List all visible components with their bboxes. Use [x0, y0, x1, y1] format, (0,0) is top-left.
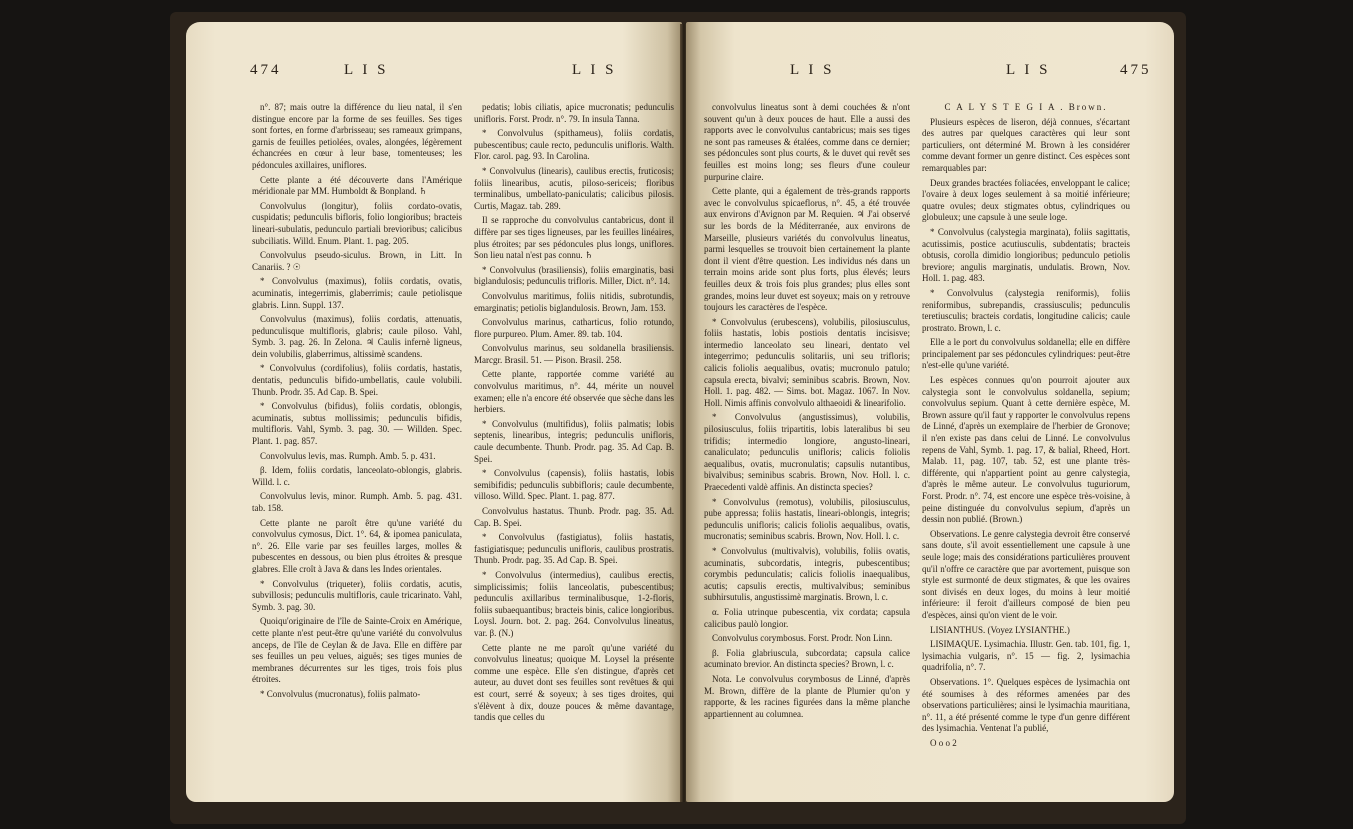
paragraph: convolvulus lineatus sont à demi couchées & n'ont souvent qu'un à deux pouces de haut. Elle a aussi des rapports avec le convolvulus cantabricus; mais ses tiges ne sont pas rameuses & étalées, comme dans ce dernier; ses pédoncules sont plus courts, & le duvet qui revêt ses feuilles est moins long; ses fleurs d'une couleur purpurine claire. — [704, 102, 910, 182]
right-running-head — [686, 62, 1174, 92]
paragraph: n°. 87; mais outre la différence du lieu natal, il s'en distingue encore par la forme de ses feuilles. Ses tiges sont fortes, en forme d'arbrisseau; ses rameaux grimpans, garnis de feuilles petiolées, ovales, alongées, légèrement échancrées en cœur à leur base, tomenteuses; les pédoncules axillaires, uniflores. — [252, 102, 462, 170]
paragraph: Cette plante ne me paroît qu'une variété du convolvulus lineatus; quoique M. Loysel la présente comme une espèce. Elle s'en distingue, d'après cet auteur, au duvet dont ses feuilles sont revêtues & qui est court, serré & soyeux; à ses tiges droites, qui s'élèvent à dix, douze pouces & même davantage, tandis que celles du — [474, 642, 674, 723]
paragraph: β. Idem, foliis cordatis, lanceolato-oblongis, glabris. Willd. l. c. — [252, 465, 462, 487]
paragraph: * Convolvulus (triqueter), foliis cordatis, acutis, subvillosis; pedunculis multifloris, caule tricarinato. Vahl, Symb. 3. pag. 30. — [252, 578, 462, 612]
paragraph: Il se rapproche du convolvulus cantabricus, dont il diffère par ses tiges ligneuses, par les feuilles linéaires, plus étroites; par ses pédoncules plus longs, uniflores. Son lieu natal n'est pas connu. ♄ — [474, 215, 674, 261]
paragraph: Convolvulus corymbosus. Forst. Prodr. Non Linn. — [712, 633, 893, 644]
right-column-1 — [704, 102, 910, 786]
paragraph: * Convolvulus (bifidus), foliis cordatis, oblongis, acuminatis, subtus mollissimis; pedunculis bifidis, multifloris. Vahl, Symb. 3. pag. 30. — Willden. Spec. Plant. 1. pag. 857. — [252, 401, 462, 447]
section-heading: C A L Y S T E G I A . Brown. — [944, 102, 1108, 112]
running-head-right-b: L I S — [1006, 62, 1051, 78]
paragraph: * Convolvulus (capensis), foliis hastatis, lobis semibifidis; pedunculis subbifloris; caule decumbente, villoso. Willd. Spec. Plant. 1. pag. 877. — [474, 468, 674, 502]
paragraph: * Convolvulus (angustissimus), volubilis, pilosiusculus, foliis tripartitis, lobis lateralibus bi seu trifidis; intermedio longiore, angusto-lineari, canaliculato; pedunculis unifloris; calicis foliolis aequalibus, ovatis, mucronulatis; capsulis nutantibus, bivalvibus; seminibus scabris. Brown, Nov. Holl. l. c. Praecedenti valdè affinis. An distincta species? — [704, 412, 910, 492]
paragraph: * Convolvulus (erubescens), volubilis, pilosiusculus, foliis hastatis, lobis postiois dentatis incisisve; intermedio lanceolato seu lineari, dentato vel integerrimo; pedunculis solitariis, uni seu trifloris; calicis foliolis aequalibus, ovatis; mucronulo patulo; capsula erecta, bivalvi; seminibus scabris. Brown, Nov. Holl. 1. pag. 482. — Sims. bot. Magaz. 1067. In Nov. Holl. Nimis affinis convolvulo althaeoidi & linearifolio. — [704, 316, 910, 408]
paragraph: pedatis; lobis ciliatis, apice mucronatis; pedunculis unifloris. Forst. Prodr. n°. 79. In insula Tanna. — [474, 102, 674, 124]
paragraph: Convolvulus (maximus), foliis cordatis, attenuatis, pedunculisque multifloris, glabris; caule piloso. Vahl, Symb. 3. pag. 26. In Zelona. ♃ Caulis infernè ligneus, dein volubilis, glaberrimus, altissimè scandens. — [252, 314, 462, 359]
paragraph: * Convolvulus (multifidus), foliis palmatis; lobis septenis, linearibus, integris; pedunculis unifloris, caule decumbente. Thunb. Prodr. pag. 35. Ad Cap. B. Spei. — [474, 418, 674, 464]
paragraph: Observations. Le genre calystegia devroit être conservé sans doute, s'il avoit essentiellement une capsule à une seule loge; mais des considérations particulières prouvent qu'il n'offre ce caractère que par avortement, puisque son style est surmonté de deux stigmates, & que les ovaires sont divisés en deux loges, du moins à leur moitié inférieure: il feroit d'ailleurs composé de bien peu d'espèces, ainsi qu'on vient de le voir. — [922, 528, 1130, 620]
paragraph: Cette plante, qui a également de très-grands rapports avec le convolvulus spicaeflorus, n°. 45, a été trouvée aux environs d'Avignon par M. Requien. ♃ J'ai observé sur les bords de la Méditerranée, aux environs de Marseille, plusieurs variétés du convolvulus lineatus, parmi lesquelles se trouvoit bien certainement la plante dont il vient d'être question. Les individus nés dans un terrain moins aride sont plus forts, plus élevés; leurs feuilles deux & trois fois plus grandes; plus elles sont grandes, moins leur duvet est soyeux; mais on y retrouve toujours les caractères de l'espèce. — [704, 186, 910, 313]
paragraph: * Convolvulus (multivalvis), volubilis, foliis ovatis, acuminatis, subcordatis, integris, pubescentibus; corymbis pedunculatis; calicis foliolis inaequalibus, acutis; capsulis erectis, multivalvibus; seminibus subhirsutulis, angustissimè marginatis. Brown, l. c. — [704, 545, 910, 603]
paragraph: Convolvulus marinus, catharticus, folio rotundo, flore purpureo. Plum. Amer. 89. tab. 104. — [474, 317, 674, 339]
paragraph: * Convolvulus (maximus), foliis cordatis, ovatis, acuminatis, integerrimis, glaberrimis; caule petiolisque glabris. Linn. Suppl. 137. — [252, 276, 462, 310]
paragraph: Cette plante a été découverte dans l'Amérique méridionale par MM. Humboldt & Bonpland. ♄ — [252, 174, 462, 197]
paragraph: Cette plante, rapportée comme variété au convolvulus maritimus, n°. 44, mérite un nouvel examen; elle n'a encore été observée que sèche dans les herbiers. — [474, 369, 674, 415]
paragraph: * Convolvulus (intermedius), caulibus erectis, simplicissimis; foliis lanceolatis, pubescentibus; pedunculis axillaribus terminalibusque, 1-2-floris, foliis subaequantibus; bracteis binis, calice longioribus. Loysl. Journ. bot. 2. pag. 264. Convolvulus lineatus, var. β. (N.) — [474, 569, 674, 638]
paragraph: Les espèces connues qu'on pourroit ajouter aux calystegia sont le convolvulus soldanella, sepium; convolvulus sepium. Quant à cette dernière espèce, M. Brown assure qu'il faut y rapporter le convolvulus repens de Linné, d'après un exemplaire de l'herbier de Gronove; il n'en existe pas dans celui de Linné. Le convolvulus repens de Vahl, Symb. 1. pag. 17, & balial, Rheed, Hort. Malab. 11, pag. 107, tab. 52, est une plante très-différente, qui n'appartient point au genre calystegia, d'après le même auteur. Le convolvulus tuguriorum, Forst. Prodr. n°. 74, est encore une espèce très-voisine, à peine distinguée du convolvulus sepium, d'après un dessin non publié. (Brown.) — [922, 375, 1130, 525]
paragraph: Elle a le port du convolvulus soldanella; elle en diffère principalement par ses pédoncules cylindriques: peut-être n'est-elle qu'une variété. — [922, 337, 1130, 371]
running-head-left-b: L I S — [572, 62, 617, 78]
right-page — [686, 22, 1174, 802]
paragraph: * Convolvulus (calystegia reniformis), foliis reniformibus, subrepandis, crassiusculis; pedunculis teretiusculis; bracteis cordatis, longitudine calicis; caule prostrato. Brown, l. c. — [922, 287, 1130, 333]
paragraph: Convolvulus hastatus. Thunb. Prodr. pag. 35. Ad. Cap. B. Spei. — [474, 506, 674, 528]
left-page — [186, 22, 682, 802]
paragraph: * Convolvulus (brasiliensis), foliis emarginatis, basi biglandulosis; pedunculis trifloris. Miller, Dict. n°. 14. — [474, 264, 674, 287]
paragraph: Quoiqu'originaire de l'île de Sainte-Croix en Amérique, cette plante n'est peut-être qu'une variété du convolvulus anceps, de l'île de Ceylan & de Java. Elle en diffère par ses feuilles un peu velues, aiguës; ses tiges munies de membranes décurrentes sur les tiges, trois fois plus étroites. — [252, 616, 462, 685]
paragraph: Convolvulus (longitur), foliis cordato-ovatis, cuspidatis; pedunculis bifloris, folio longioribus; bracteis lineari-subulatis, pedunculo partiali brevioribus; calicibus subciliatis. Willd. Enum. Plant. 1. pag. 205. — [252, 200, 462, 246]
paragraph: * Convolvulus (remotus), volubilis, pilosiusculus, pube appressa; foliis hastatis, lineari-oblongis, integris; pedunculis unifloris; calicis foliolis aequalibus, ovatis, mucronatis; seminibus scabris. Brown, Nov. Holl. l. c. — [704, 496, 910, 542]
paragraph: * Convolvulus (spithameus), foliis cordatis, pubescentibus; caule recto, pedunculis unifloris. Walth. Flor. carol. pag. 93. In Carolina. — [474, 128, 674, 162]
page-number-left: 474 — [250, 62, 282, 78]
paragraph: * Convolvulus (calystegia marginata), foliis sagittatis, acutissimis, postice acutiusculis, subdentatis; bracteis obtusis, corolla dimidio longioribus; pedunculo petiolis breviore; angulis marginatis, undulatis. Brown, Nov. Holl. 1. pag. 483. — [922, 226, 1130, 284]
running-head-left-a: L I S — [344, 62, 389, 78]
paragraph: α. Folia utrinque pubescentia, vix cordata; capsula calicibus paulò longior. — [704, 606, 910, 629]
left-column-2 — [474, 102, 674, 786]
paragraph: Convolvulus pseudo-siculus. Brown, in Litt. In Canariis. ? ☉ — [252, 250, 462, 272]
paragraph: Deux grandes bractées foliacées, enveloppant le calice; l'ovaire à deux loges seulement à sa moitié inférieure; quatre ovules; deux stigmates obtus, cylindriques ou globuleux; une capsule à une seule loge. — [922, 177, 1130, 223]
left-column-1 — [252, 102, 462, 786]
running-head-right-a: L I S — [790, 62, 835, 78]
paragraph: * Convolvulus (cordifolius), foliis cordatis, hastatis, dentatis, pedunculis bifido-umbellatis, caule volubili. Thunb. Prodr. 35. Ad Cap. B. Spei. — [252, 363, 462, 397]
paragraph: β. Folia glabriuscula, subcordata; capsula calice acuminato brevior. An distincta species? Brown, l. c. — [704, 647, 910, 670]
paragraph: Observations. 1°. Quelques espèces de lysimachia ont été soumises à des réformes amenées par des observations particulières; ainsi le lysimachia mauritiana, n°. 11, a été présenté comme le type d'un genre différent des lysimachia. Ventenat l'a publié, — [922, 676, 1130, 734]
paragraph: Convolvulus marinus, seu soldanella brasiliensis. Marcgr. Brasil. 51. — Pison. Brasil. 258. — [474, 343, 674, 365]
paragraph: Convolvulus levis, minor. Rumph. Amb. 5. pag. 431. tab. 158. — [252, 491, 462, 513]
paragraph: Plusieurs espèces de liseron, déjà connues, s'écartant des autres par quelques caractères qui leur sont particuliers, ont déterminé M. Brown à les considérer comme devant former un genre distinct. Ces espèces sont remarquables par: — [922, 116, 1130, 173]
right-column-2 — [922, 102, 1130, 786]
paragraph: LISIMAQUE. Lysimachia. Illustr. Gen. tab. 101, fig. 1, lysimachia vulgaris, n°. 15 — fig. 2, lysimachia quadrifolia, n°. 7. — [922, 639, 1130, 673]
paragraph: Cette plante ne paroît être qu'une variété du convolvulus cymosus, Dict. 1°. 64, & ipomea paniculata, n°. 26. Elle varie par ses feuilles larges, molles & pubescentes en dessous, ou bien plus étroites & presque glabres. Elle croît à Java & dans les Indes orientales. — [252, 517, 462, 574]
paragraph: Convolvulus levis, mas. Rumph. Amb. 5. p. 431. — [260, 450, 436, 461]
paragraph: Convolvulus maritimus, foliis nitidis, subrotundis, emarginatis; petiolis biglandulosis. Brown, Jam. 153. — [474, 290, 674, 313]
paragraph: O o o 2 — [930, 737, 957, 748]
paragraph: * Convolvulus (linearis), caulibus erectis, fruticosis; foliis linearibus, acutis, piloso-sericeis; floribus terminalibus, umbellato-paniculatis; calicibus pilosis. Curtis, Magaz. tab. 289. — [474, 165, 674, 211]
paragraph: * Convolvulus (fastigiatus), foliis hastatis, fastigiatisque; pedunculis unifloris, caulibus prostratis. Thunb. Prodr. pag. 35. Ad Cap. B. Spei. — [474, 532, 674, 566]
paragraph: * Convolvulus (mucronatus), foliis palmato- — [260, 688, 421, 699]
paragraph: LISIANTHUS. (Voyez LYSIANTHE.) — [930, 624, 1070, 635]
page-number-right: 475 — [1120, 62, 1152, 78]
paragraph: Nota. Le convolvulus corymbosus de Linné, d'après M. Brown, diffère de la plante de Plumier qu'on y rapporte, & les racines figurées dans la même planche appartiennent au columnea. — [704, 673, 910, 719]
left-running-head — [186, 62, 682, 92]
